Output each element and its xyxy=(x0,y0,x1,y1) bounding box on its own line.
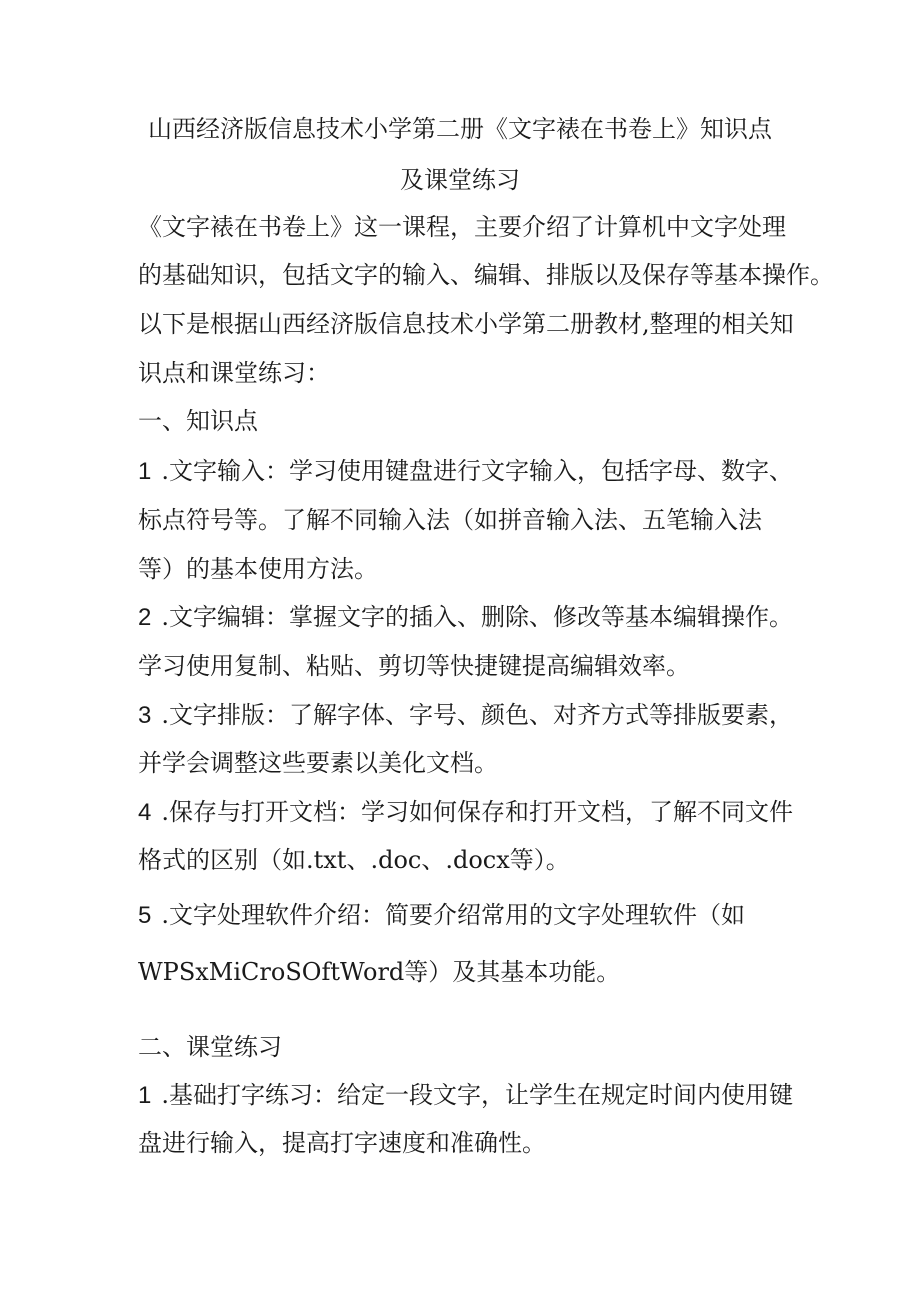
knowledge-item-2-line-1: 2 .文字编辑：掌握文字的插入、删除、修改等基本编辑操作。 xyxy=(138,603,793,631)
exercise-item-1-line-1: 1 .基础打字练习：给定一段文字，让学生在规定时间内使用键 xyxy=(138,1081,793,1109)
intro-line-1: 《文字裱在书卷上》这一课程，主要介绍了计算机中文字处理 xyxy=(138,213,786,241)
document-title-line-1: 山西经济版信息技术小学第二册《文字裱在书卷上》知识点 xyxy=(148,115,772,143)
knowledge-item-2-line-2: 学习使用复制、粘贴、剪切等快捷键提高编辑效率。 xyxy=(138,652,690,680)
intro-line-2: 的基础知识，包括文字的输入、编辑、排版以及保存等基本操作。 xyxy=(138,261,834,289)
knowledge-item-4-line-2: 格式的区别（如.txt、.doc、.docx等）。 xyxy=(138,846,570,874)
knowledge-item-5-line-2: WPSxMiCroSOftWord等）及其基本功能。 xyxy=(138,958,621,986)
intro-line-3: 以下是根据山西经济版信息技术小学第二册教材,整理的相关知 xyxy=(138,310,794,338)
knowledge-item-1-line-2: 标点符号等。了解不同输入法（如拼音输入法、五笔输入法 xyxy=(138,506,762,534)
knowledge-item-5-line-1: 5 .文字处理软件介绍：简要介绍常用的文字处理软件（如 xyxy=(138,901,745,929)
knowledge-item-3-line-1: 3 .文字排版：了解字体、字号、颜色、对齐方式等排版要素， xyxy=(138,701,793,729)
item-number: 1 xyxy=(138,458,152,485)
knowledge-item-4-line-1: 4 .保存与打开文档：学习如何保存和打开文档，了解不同文件 xyxy=(138,798,793,826)
knowledge-item-1-line-1: 1 .文字输入：学习使用键盘进行文字输入，包括字母、数字、 xyxy=(138,457,793,485)
item-number: 3 xyxy=(138,702,152,729)
item-number: 5 xyxy=(138,902,152,929)
knowledge-item-3-line-2: 并学会调整这些要素以美化文档。 xyxy=(138,749,498,777)
exercise-item-1-line-2: 盘进行输入，提高打字速度和准确性。 xyxy=(138,1129,546,1157)
item-number: 2 xyxy=(138,604,152,631)
document-title-line-2: 及课堂练习 xyxy=(400,166,520,194)
knowledge-item-1-line-3: 等）的基本使用方法。 xyxy=(138,555,378,583)
section-heading-knowledge-points: 一、知识点 xyxy=(138,407,258,435)
section-heading-classroom-exercises: 二、课堂练习 xyxy=(138,1033,282,1061)
item-number: 4 xyxy=(138,799,152,826)
intro-line-4: 识点和课堂练习： xyxy=(138,359,330,387)
item-number: 1 xyxy=(138,1082,152,1109)
